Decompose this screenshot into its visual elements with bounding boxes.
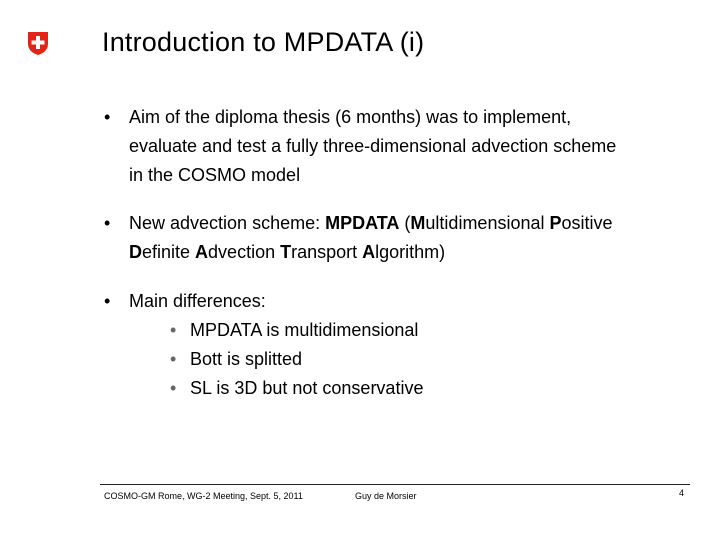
bullet-text-part: lgorithm) <box>375 242 446 262</box>
bullet-item-new-scheme <box>104 209 694 267</box>
bullet-marker: • <box>104 291 111 311</box>
bullet-text-line: evaluate and test a fully three-dimensional advection scheme <box>129 136 617 156</box>
sub-bullet-item <box>104 316 694 345</box>
bullet-text-part: ositive <box>561 213 613 233</box>
sub-bullet-item <box>104 345 694 374</box>
sub-bullet-text: Bott is splitted <box>190 349 303 369</box>
bullet-text-line: in the COSMO model <box>129 165 301 185</box>
sub-bullet-text: MPDATA is multidimensional <box>190 320 419 340</box>
bullet-item-thesis-aim <box>104 103 694 190</box>
bullet-text-bold: D <box>129 242 142 262</box>
footer-divider <box>100 484 690 485</box>
bullet-text-bold: A <box>362 242 376 262</box>
sub-bullet-marker: • <box>170 378 177 398</box>
sub-bullet-marker: • <box>170 349 177 369</box>
bullet-text-part: ultidimensional <box>425 213 550 233</box>
bullet-text-bold: A <box>195 242 209 262</box>
bullet-item-main-differences <box>104 287 694 403</box>
bullet-text-part: efinite <box>142 242 196 262</box>
bullet-text-line: Main differences: <box>129 291 266 311</box>
bullet-text-part: New advection scheme: <box>129 213 326 233</box>
bullet-text-bold: M <box>410 213 426 233</box>
page-number: 4 <box>679 488 685 498</box>
bullet-marker: • <box>104 213 111 233</box>
bullet-text-bold: MPDATA <box>325 213 400 233</box>
footer-event: COSMO-GM Rome, WG-2 Meeting, Sept. 5, 2011 <box>104 491 303 501</box>
bullet-text-part: ransport <box>291 242 363 262</box>
bullet-text-line: Aim of the diploma thesis (6 months) was to implement, <box>129 107 572 127</box>
footer-author: Guy de Morsier <box>355 491 417 501</box>
sub-bullet-text: SL is 3D but not conservative <box>190 378 424 398</box>
sub-bullet-item <box>104 374 694 403</box>
bullet-text-part: dvection <box>208 242 281 262</box>
sub-bullet-marker: • <box>170 320 177 340</box>
bullet-marker: • <box>104 107 111 127</box>
swiss-cross-logo-icon <box>27 31 49 56</box>
slide-title: Introduction to MPDATA (i) <box>102 27 425 57</box>
bullet-text-bold: P <box>549 213 562 233</box>
bullet-text-part: ( <box>399 213 411 233</box>
bullet-text-bold: T <box>280 242 292 262</box>
